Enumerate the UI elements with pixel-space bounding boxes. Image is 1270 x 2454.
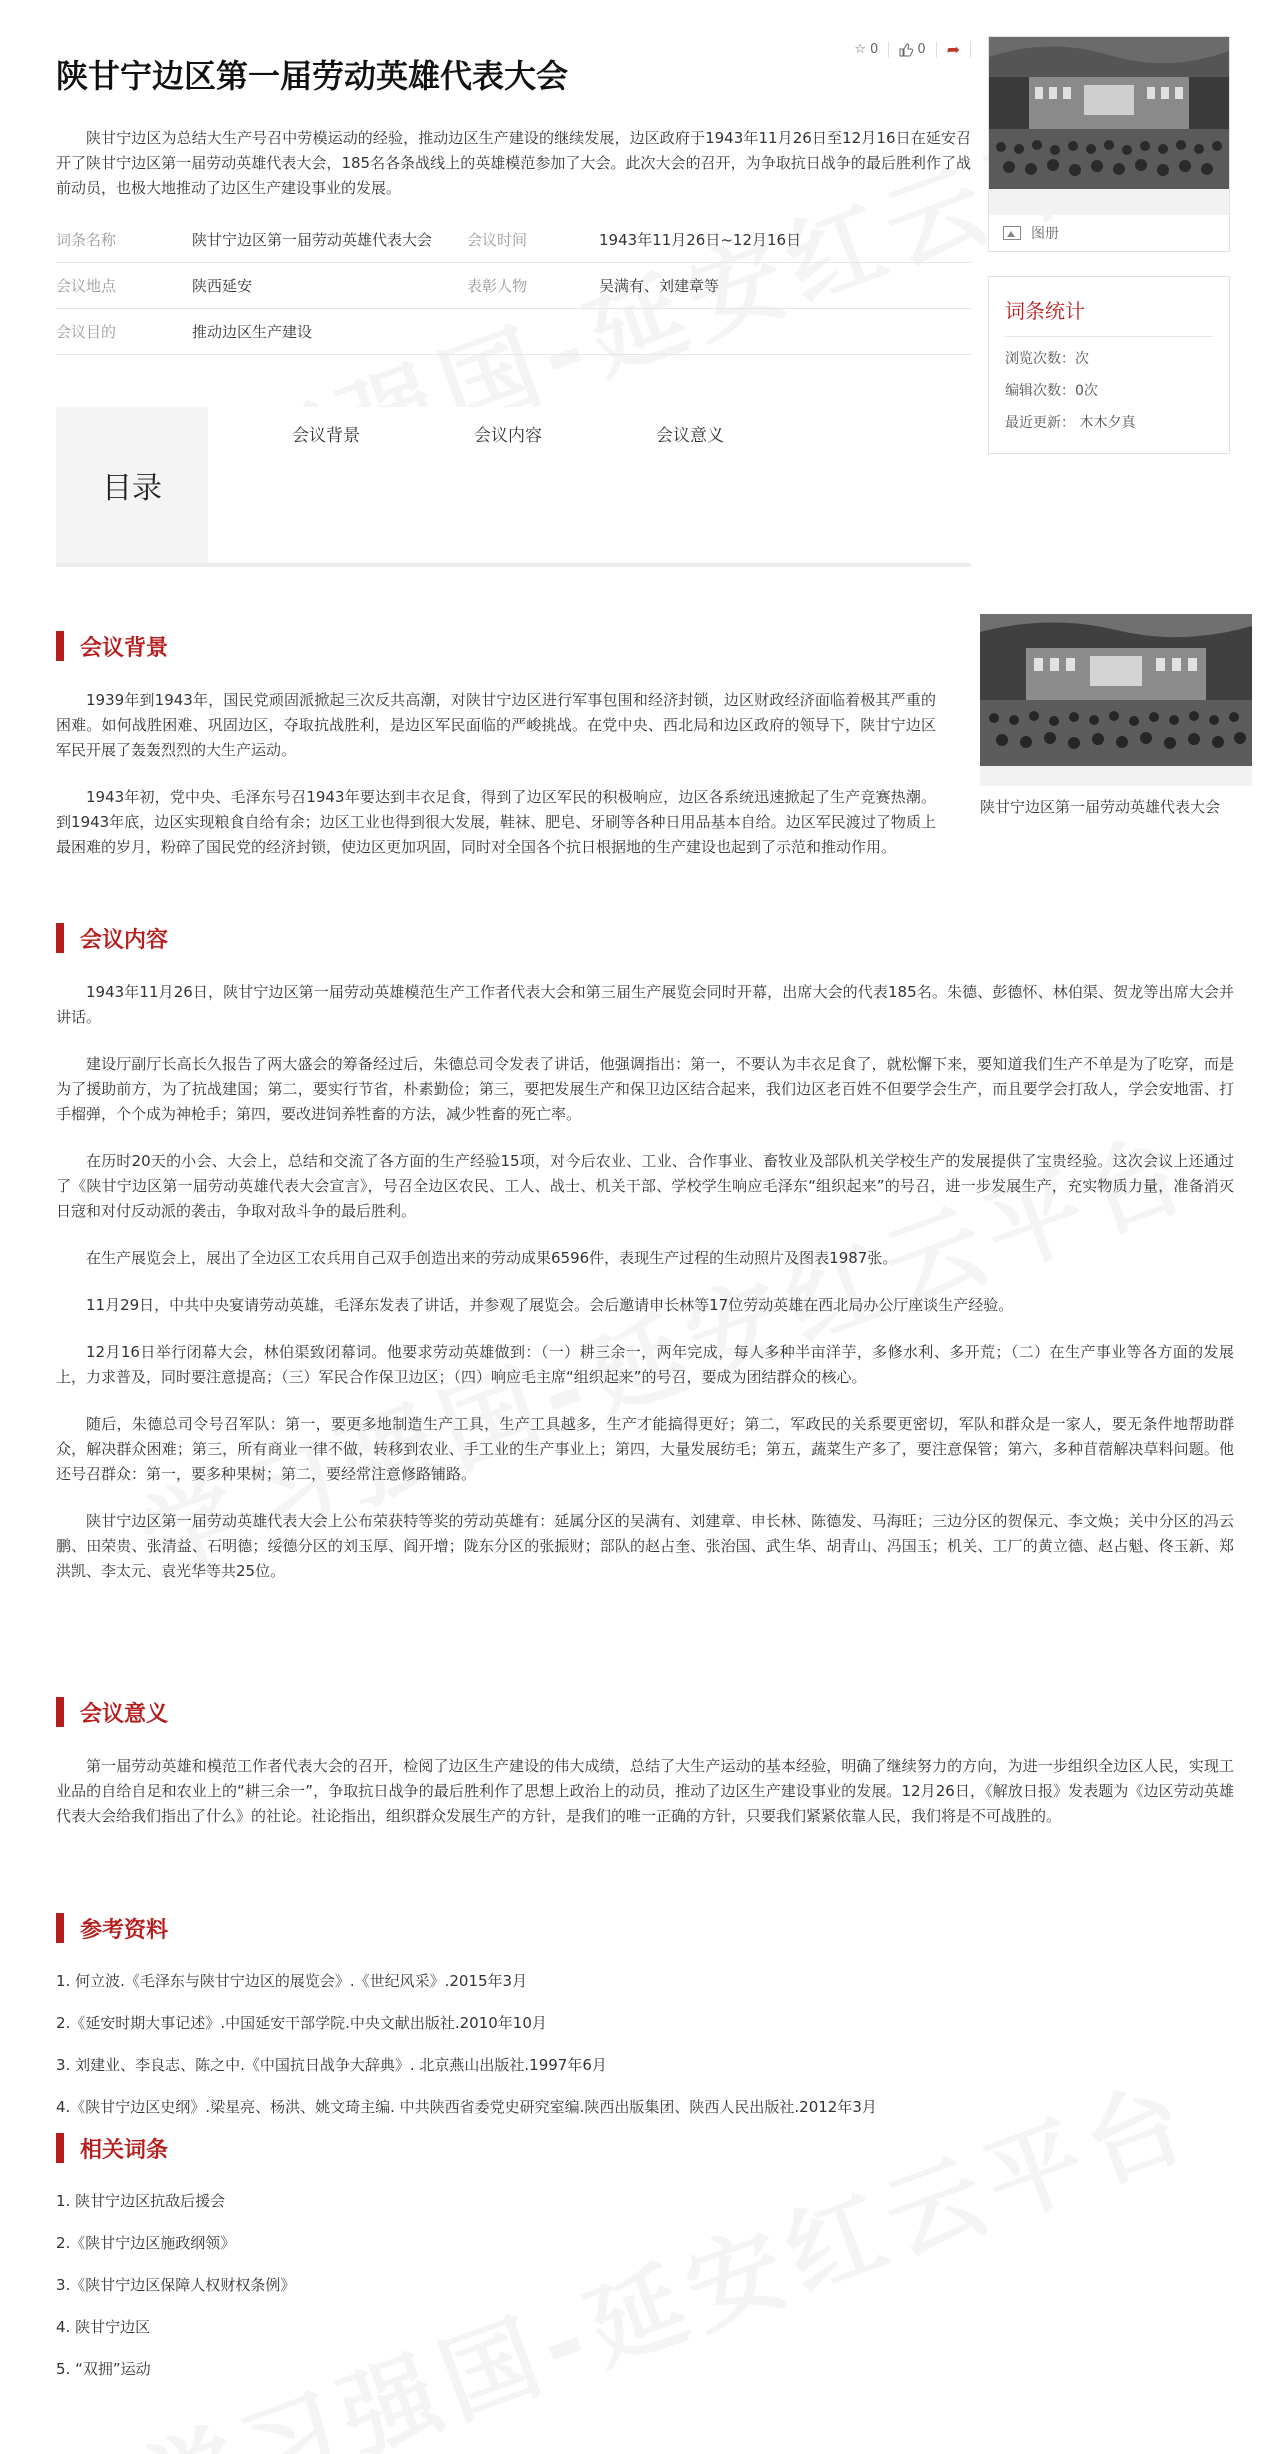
gallery-icon bbox=[1003, 226, 1021, 240]
section-header bbox=[56, 1912, 1234, 1944]
divider bbox=[970, 42, 971, 58]
conference-photo[interactable] bbox=[980, 614, 1252, 786]
like-count: 0 bbox=[917, 42, 926, 57]
info-key: 会议目的 bbox=[56, 323, 117, 341]
info-value: 吴满有、刘建章等 bbox=[599, 277, 720, 295]
reference-item: 1. 何立波.《毛泽东与陕甘宁边区的展览会》.《世纪风采》.2015年3月 bbox=[56, 1972, 528, 1990]
info-key: 词条名称 bbox=[56, 231, 117, 249]
section-title: 参考资料 bbox=[80, 1917, 169, 1943]
paragraph: 随后，朱德总司令号召军队：第一，要更多地制造生产工具，生产工具越多，生产才能搞得更好；第二，军政民的关系要更密切，军队和群众是一家人，要无条件地帮助群众，解决群众困难；第三，所有商业一律不做，转移到农业、手工业的生产事业上；第四，大量发展纺毛；第五，蔬菜生产多了，要注意保管；第六，多种苜蓿解决草料问题。他还号召群众：第一，要多种果树；第二，要经常注意修路铺路。 bbox=[56, 1415, 1234, 1483]
last-updated: 最近更新： 木木夕真 bbox=[1005, 415, 1136, 431]
article-header bbox=[56, 36, 971, 567]
section-marker bbox=[56, 631, 64, 661]
divider bbox=[936, 42, 937, 58]
toc-item-content[interactable]: 会议内容 bbox=[474, 426, 542, 446]
figure-caption: 陕甘宁边区第一届劳动英雄代表大会 bbox=[980, 798, 1221, 816]
favorite-count: 0 bbox=[870, 42, 879, 57]
related-entry-link[interactable]: 1. 陕甘宁边区抗敌后援会 bbox=[56, 2192, 226, 2210]
toc-item-significance[interactable]: 会议意义 bbox=[656, 426, 724, 446]
view-count: 浏览次数：次 bbox=[1005, 351, 1089, 367]
paragraph: 1943年初，党中央、毛泽东号召1943年要达到丰衣足食，得到了边区军民的积极响应，边区各系统迅速掀起了生产竞赛热潮。到1943年底，边区实现粮食自给有余；边区工业也得到很大发展，鞋袜、肥皂、牙刷等各种日用品基本自给。边区军民渡过了物质上最困难的岁月，粉碎了国民党的经济封锁，使边区更加巩固，同时对全国各个抗日根据地的生产建设也起到了示范和推动作用。 bbox=[56, 788, 936, 856]
conference-photo[interactable] bbox=[989, 37, 1229, 215]
reference-item: 2.《延安时期大事记述》.中国延安干部学院.中央文献出版社.2010年10月 bbox=[56, 2014, 547, 2032]
section-significance bbox=[56, 1696, 1234, 1829]
section-title: 会议背景 bbox=[80, 635, 169, 661]
info-value: 陕西延安 bbox=[192, 277, 253, 295]
related-entry-link[interactable]: 4. 陕甘宁边区 bbox=[56, 2318, 151, 2336]
toc-item-background[interactable]: 会议背景 bbox=[292, 426, 360, 446]
article-summary: 陕甘宁边区为总结大生产号召中劳模运动的经验，推动边区生产建设的继续发展，边区政府于1943年11月26日至12月16日在延安召开了陕甘宁边区第一届劳动英雄代表大会，185名各条战线上的英雄模范参加了大会。此次大会的召开，为争取抗日战争的最后胜利作了战前动员，也极大地推动了边区生产建设事业的发展。 bbox=[56, 129, 971, 197]
info-table bbox=[56, 217, 971, 355]
edit-count: 编辑次数：0次 bbox=[1005, 383, 1098, 399]
star-icon: ☆ bbox=[854, 42, 867, 57]
section-header bbox=[56, 922, 1234, 954]
section-header bbox=[56, 1696, 1234, 1728]
share-button[interactable] bbox=[947, 40, 960, 59]
thumb-up-icon bbox=[899, 43, 913, 57]
section-marker bbox=[56, 2133, 64, 2163]
info-value: 陕甘宁边区第一届劳动英雄代表大会 bbox=[192, 231, 433, 249]
related-entry-link[interactable]: 3.《陕甘宁边区保障人权财权条例》 bbox=[56, 2276, 296, 2294]
paragraph: 11月29日，中共中央宴请劳动英雄，毛泽东发表了讲话，并参观了展览会。会后邀请申长林等17位劳动英雄在西北局办公厅座谈生产经验。 bbox=[86, 1296, 1014, 1314]
figure bbox=[980, 614, 1252, 817]
info-key: 表彰人物 bbox=[467, 277, 528, 295]
section-header bbox=[56, 2132, 1234, 2164]
section-title: 相关词条 bbox=[80, 2137, 169, 2163]
like-button[interactable] bbox=[899, 42, 925, 57]
section-background bbox=[56, 630, 1234, 860]
section-title: 会议意义 bbox=[80, 1701, 169, 1727]
gallery-card[interactable] bbox=[988, 36, 1230, 252]
section-title: 会议内容 bbox=[80, 927, 169, 953]
gallery-link[interactable] bbox=[989, 215, 1229, 251]
info-key: 会议地点 bbox=[56, 277, 117, 295]
paragraph: 在历时20天的小会、大会上，总结和交流了各方面的生产经验15项，对今后农业、工业、合作事业、畜牧业及部队机关学校生产的发展提供了宝贵经验。这次会议上还通过了《陕甘宁边区第一届劳动英雄代表大会宣言》，号召全边区农民、工人、战士、机关干部、学校学生响应毛泽东“组织起来”的号召，进一步发展生产，充实物质力量，准备消灭日寇和对付反动派的袭击，争取对敌斗争的最后胜利。 bbox=[56, 1152, 1234, 1220]
info-row bbox=[56, 309, 971, 355]
paragraph: 1943年11月26日，陕甘宁边区第一届劳动英雄模范生产工作者代表大会和第三届生产展览会同时开幕，出席大会的代表185名。朱德、彭德怀、林伯渠、贺龙等出席大会并讲话。 bbox=[56, 983, 1234, 1026]
sidebar bbox=[988, 36, 1230, 454]
article-actions bbox=[854, 40, 971, 59]
paragraph: 1939年到1943年，国民党顽固派掀起三次反共高潮，对陕甘宁边区进行军事包围和经济封锁，边区财政经济面临着极其严重的困难。如何战胜困难、巩固边区，夺取抗战胜利，是边区军民面临的严峻挑战。在党中央、西北局和边区政府的领导下，陕甘宁边区军民开展了轰轰烈烈的大生产运动。 bbox=[56, 691, 936, 759]
reference-item: 4.《陕甘宁边区史纲》.梁星亮、杨洪、姚文琦主编. 中共陕西省委党史研究室编.陕西出版集团、陕西人民出版社.2012年3月 bbox=[56, 2098, 877, 2116]
paragraph: 12月16日举行闭幕大会，林伯渠致闭幕词。他要求劳动英雄做到：（一）耕三余一，两年完成，每人多种半亩洋芋，多修水利、多开荒；（二）在生产事业等各方面的发展上，力求普及，同时要注意提高；（三）军民合作保卫边区；（四）响应毛主席“组织起来”的号召，要成为团结群众的核心。 bbox=[56, 1343, 1234, 1386]
info-value: 1943年11月26日~12月16日 bbox=[599, 231, 802, 249]
paragraph: 建设厅副厅长高长久报告了两大盛会的筹备经过后，朱德总司令发表了讲话，他强调指出：第一，不要认为丰衣足食了，就松懈下来，要知道我们生产不单是为了吃穿，而是为了援助前方，为了抗战建国；第二，要实行节省，朴素勤俭；第三，要把发展生产和保卫边区结合起来，我们边区老百姓不但要学会生产，而且要学会打敌人，学会安地雷、打手榴弹，个个成为神枪手；第四，要改进饲养牲畜的方法，减少牲畜的死亡率。 bbox=[56, 1055, 1234, 1123]
info-key: 会议时间 bbox=[467, 231, 528, 249]
section-marker bbox=[56, 1697, 64, 1727]
info-value: 推动边区生产建设 bbox=[192, 323, 313, 341]
section-marker bbox=[56, 1913, 64, 1943]
favorite-button[interactable] bbox=[854, 42, 878, 57]
section-body bbox=[56, 785, 936, 860]
stats-card bbox=[988, 276, 1230, 454]
paragraph: 陕甘宁边区第一届劳动英雄代表大会上公布荣获特等奖的劳动英雄有：延属分区的吴满有、刘建章、申长林、陈德发、马海旺；三边分区的贺保元、李文焕；关中分区的冯云鹏、田荣贵、张清益、石明德；绥德分区的刘玉厚、阎开增；陇东分区的张振财；部队的赵占奎、张治国、武生华、胡青山、冯国玉；机关、工厂的黄立德、赵占魁、佟玉新、郑洪凯、李太元、袁光华等共25位。 bbox=[56, 1512, 1234, 1580]
section-body bbox=[56, 688, 936, 763]
paragraph: 第一届劳动英雄和模范工作者代表大会的召开，检阅了边区生产建设的伟大成绩，总结了大生产运动的基本经验，明确了继续努力的方向，为进一步组织全边区人民，实现工业品的自给自足和农业上的“耕三余一”，争取抗日战争的最后胜利作了思想上政治上的动员，推动了边区生产建设事业的发展。12月26日，《解放日报》发表题为《边区劳动英雄代表大会给我们指出了什么》的社论。社论指出，组织群众发展生产的方针，是我们的唯一正确的方针，只要我们紧紧依靠人民，我们将是不可战胜的。 bbox=[56, 1757, 1234, 1825]
page-title: 陕甘宁边区第一届劳动英雄代表大会 bbox=[56, 57, 569, 95]
related-entry-link[interactable]: 2.《陕甘宁边区施政纲领》 bbox=[56, 2234, 236, 2252]
section-related bbox=[56, 2132, 1234, 2380]
divider bbox=[888, 42, 889, 58]
paragraph: 在生产展览会上，展出了全边区工农兵用自己双手创造出来的劳动成果6596件，表现生产过程的生动照片及图表1987张。 bbox=[86, 1249, 898, 1267]
divider bbox=[1005, 336, 1213, 337]
info-row bbox=[56, 263, 971, 309]
related-entry-link[interactable]: 5. “双拥”运动 bbox=[56, 2360, 151, 2378]
gallery-label: 图册 bbox=[1031, 226, 1059, 242]
table-of-contents bbox=[56, 407, 971, 567]
section-marker bbox=[56, 923, 64, 953]
toc-title: 目录 bbox=[56, 407, 212, 563]
info-row bbox=[56, 217, 971, 263]
stats-title: 词条统计 bbox=[1005, 299, 1085, 323]
reference-item: 3. 刘建业、李良志、陈之中.《中国抗日战争大辞典》. 北京燕山出版社.1997年6月 bbox=[56, 2056, 607, 2074]
section-content bbox=[56, 922, 1234, 1584]
section-references bbox=[56, 1912, 1234, 2118]
toc-items bbox=[212, 407, 971, 563]
share-icon: ➦ bbox=[946, 40, 960, 59]
